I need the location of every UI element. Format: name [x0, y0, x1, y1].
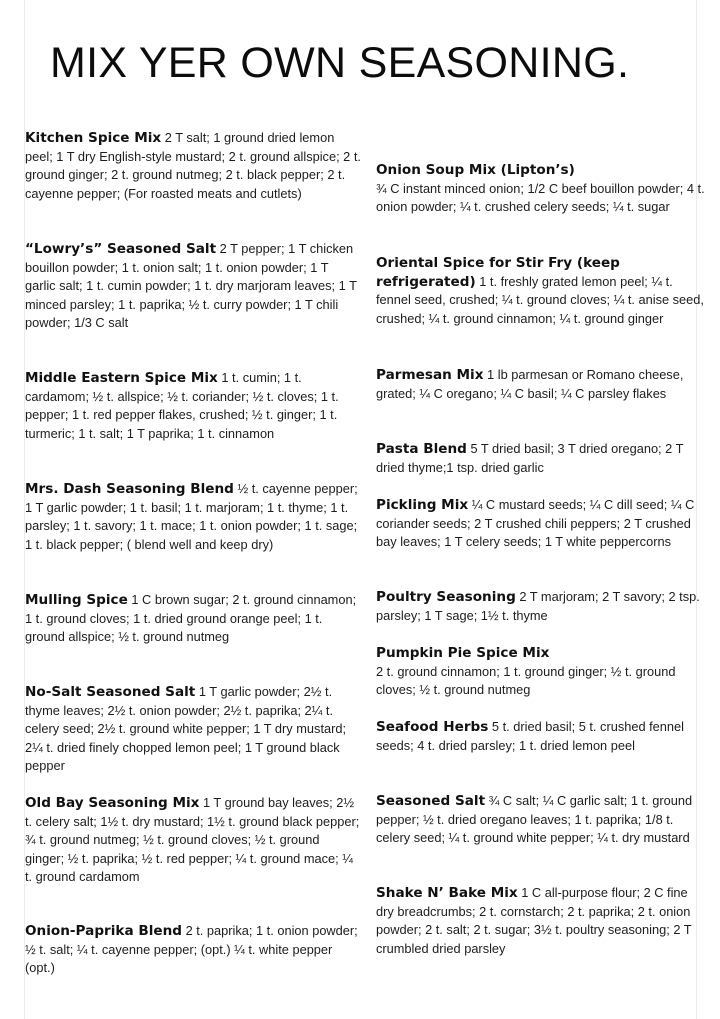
recipe-name: Oriental Spice for Stir Fry (keep refrigerated) — [376, 255, 620, 290]
recipe-text: 1 t. cumin; 1 t. cardamom; ½ t. allspice; ½ t. coriander; ½ t. cloves; 1 t. pepper; 1 t. red pepper flakes, crushed; ½ t. ginger; 1 t. turmeric; 1 t. salt; 1 T paprika; 1 t. cinnamon — [25, 370, 339, 441]
recipe-pumpkin-pie-spice-mix — [376, 644, 706, 700]
recipe-mrs-dash-seasoning-blend — [25, 480, 361, 554]
recipe-no-salt-seasoned-salt — [25, 683, 361, 776]
recipe-name: Mulling Spice — [25, 592, 128, 608]
recipe-name: Poultry Seasoning — [376, 589, 516, 605]
recipe-onion-soup-mix — [376, 161, 706, 217]
recipe-name: Shake N’ Bake Mix — [376, 885, 518, 901]
recipe-name: Seafood Herbs — [376, 719, 489, 735]
recipe-oriental-spice-stir-fry — [376, 254, 706, 328]
recipe-mulling-spice — [25, 591, 361, 647]
recipe-text: 1 lb parmesan or Romano cheese, grated; ¼ C oregano; ¼ C basil; ¼ C parsley flakes — [376, 367, 684, 401]
recipe-text: 5 t. dried basil; 5 t. crushed fennel seeds; 4 t. dried parsley; 1 t. dried lemon peel — [376, 719, 684, 753]
recipe-text: 1 T ground bay leaves; 2½ t. celery salt; 1½ t. dry mustard; 1½ t. ground black pepper; ¾ t. ground nutmeg; ½ t. ground cloves; ½ t. ground ginger; ½ t. paprika; ½ t. red pepper; ¼ t. ground mace; ¼ t. ground cardamom — [25, 795, 360, 885]
recipe-parmesan-mix — [376, 366, 706, 403]
recipe-name: “Lowry’s” Seasoned Salt — [25, 241, 217, 257]
recipe-text: 1 T garlic powder; 2½ t. thyme leaves; 2½ t. onion powder; 2½ t. paprika; 2¼ t. celery seed; 2½ t. ground white pepper; 1 T dry mustard; 2¼ t. dried finely chopped lemon peel; 1 T ground black pepper — [25, 684, 347, 774]
recipe-name: Middle Eastern Spice Mix — [25, 370, 218, 386]
recipe-text: 1 C all-purpose flour; 2 C fine dry breadcrumbs; 2 t. cornstarch; 2 t. paprika; 2 t. onion powder; 2 t. salt; 2 t. sugar; 3½ t. poultry seasoning; 2 T crumbled dried parsley — [376, 885, 692, 956]
recipe-poultry-seasoning — [376, 588, 706, 625]
recipe-text: 1 t. freshly grated lemon peel; ¼ t. fennel seed, crushed; ¼ t. ground cloves; ¼ t. anise seed, crushed; ¼ t. ground cinnamon; ¼ t. ground ginger — [376, 273, 704, 326]
recipe-seafood-herbs — [376, 718, 706, 755]
recipe-name: Parmesan Mix — [376, 367, 484, 383]
recipe-lowrys-seasoned-salt — [25, 240, 361, 333]
recipe-text: 2 t. paprika; 1 t. onion powder; ½ t. salt; ¼ t. cayenne pepper; (opt.) ¼ t. white pepper (opt.) — [25, 923, 358, 976]
recipe-text: 2 t. ground cinnamon; 1 t. ground ginger; ½ t. ground cloves; ½ t. ground nutmeg — [376, 663, 676, 698]
recipe-old-bay-seasoning-mix — [25, 794, 361, 887]
recipe-seasoned-salt — [376, 792, 706, 848]
recipe-name: Pasta Blend — [376, 441, 467, 457]
recipe-text: 2 T salt; 1 ground dried lemon peel; 1 T dry English-style mustard; 2 t. ground allspice; 2 t. ground ginger; 2 t. ground nutmeg; 2 t. black pepper; 2 t. cayenne pepper; (For roasted meats and cutlets) — [25, 130, 361, 201]
recipe-text: ¼ C mustard seeds; ¼ C dill seed; ¼ C coriander seeds; 2 T crushed chili peppers; 2 T crushed bay leaves; 1 T celery seeds; 1 T white peppercorns — [376, 497, 695, 550]
recipe-text: ¾ C salt; ¼ C garlic salt; 1 t. ground pepper; ½ t. dried oregano leaves; 1 t. paprika; 1/8 t. celery seed; ¼ t. ground white pepper; ¼ t. dry mustard — [376, 793, 693, 846]
recipe-text: ¾ C instant minced onion; 1/2 C beef bouillon powder; 4 t. onion powder; ¼ t. crushed celery seeds; ¼ t. sugar — [376, 180, 705, 215]
recipe-text: 5 T dried basil; 3 T dried oregano; 2 T dried thyme;1 tsp. dried garlic — [376, 441, 684, 475]
recipe-text: 2 T marjoram; 2 T savory; 2 tsp. parsley; 1 T sage; 1½ t. thyme — [376, 589, 700, 623]
page-title: MIX YER OWN SEASONING. — [50, 39, 630, 87]
recipe-onion-paprika-blend — [25, 922, 361, 978]
recipe-name: Onion-Paprika Blend — [25, 923, 183, 939]
recipe-pickling-mix — [376, 496, 706, 552]
recipe-name: Kitchen Spice Mix — [25, 130, 162, 146]
recipe-text: 2 T pepper; 1 T chicken bouillon powder; 1 t. onion salt; 1 t. onion powder; 1 T garlic salt; 1 t. cumin powder; 1 t. dry marjoram leaves; 1 T minced parsley; 1 t. paprika; ½ t. curry powder; 1 T chili powder; 1/3 C salt — [25, 241, 357, 331]
recipe-name: Pumpkin Pie Spice Mix — [376, 645, 550, 661]
recipe-text: ½ t. cayenne pepper; 1 T garlic powder; 1 t. basil; 1 t. marjoram; 1 t. thyme; 1 t. parsley; 1 t. savory; 1 t. mace; 1 t. onion powder; 1 t. sage; 1 t. black pepper; ( blend well and keep dry) — [25, 481, 358, 552]
recipe-name: No-Salt Seasoned Salt — [25, 684, 196, 700]
recipe-name: Mrs. Dash Seasoning Blend — [25, 481, 234, 497]
recipe-pasta-blend — [376, 440, 706, 477]
recipe-middle-eastern-spice-mix — [25, 369, 361, 443]
recipe-name: Onion Soup Mix (Lipton’s) — [376, 162, 575, 178]
recipe-name: Pickling Mix — [376, 497, 469, 513]
recipe-text: 1 C brown sugar; 2 t. ground cinnamon; 1 t. ground cloves; 1 t. dried ground orange peel; 1 t. ground allspice; ½ t. ground nutmeg — [25, 592, 357, 645]
recipe-kitchen-spice-mix — [25, 129, 361, 203]
recipe-name: Seasoned Salt — [376, 793, 486, 809]
recipe-name: Old Bay Seasoning Mix — [25, 795, 200, 811]
recipe-shake-n-bake-mix — [376, 884, 706, 958]
